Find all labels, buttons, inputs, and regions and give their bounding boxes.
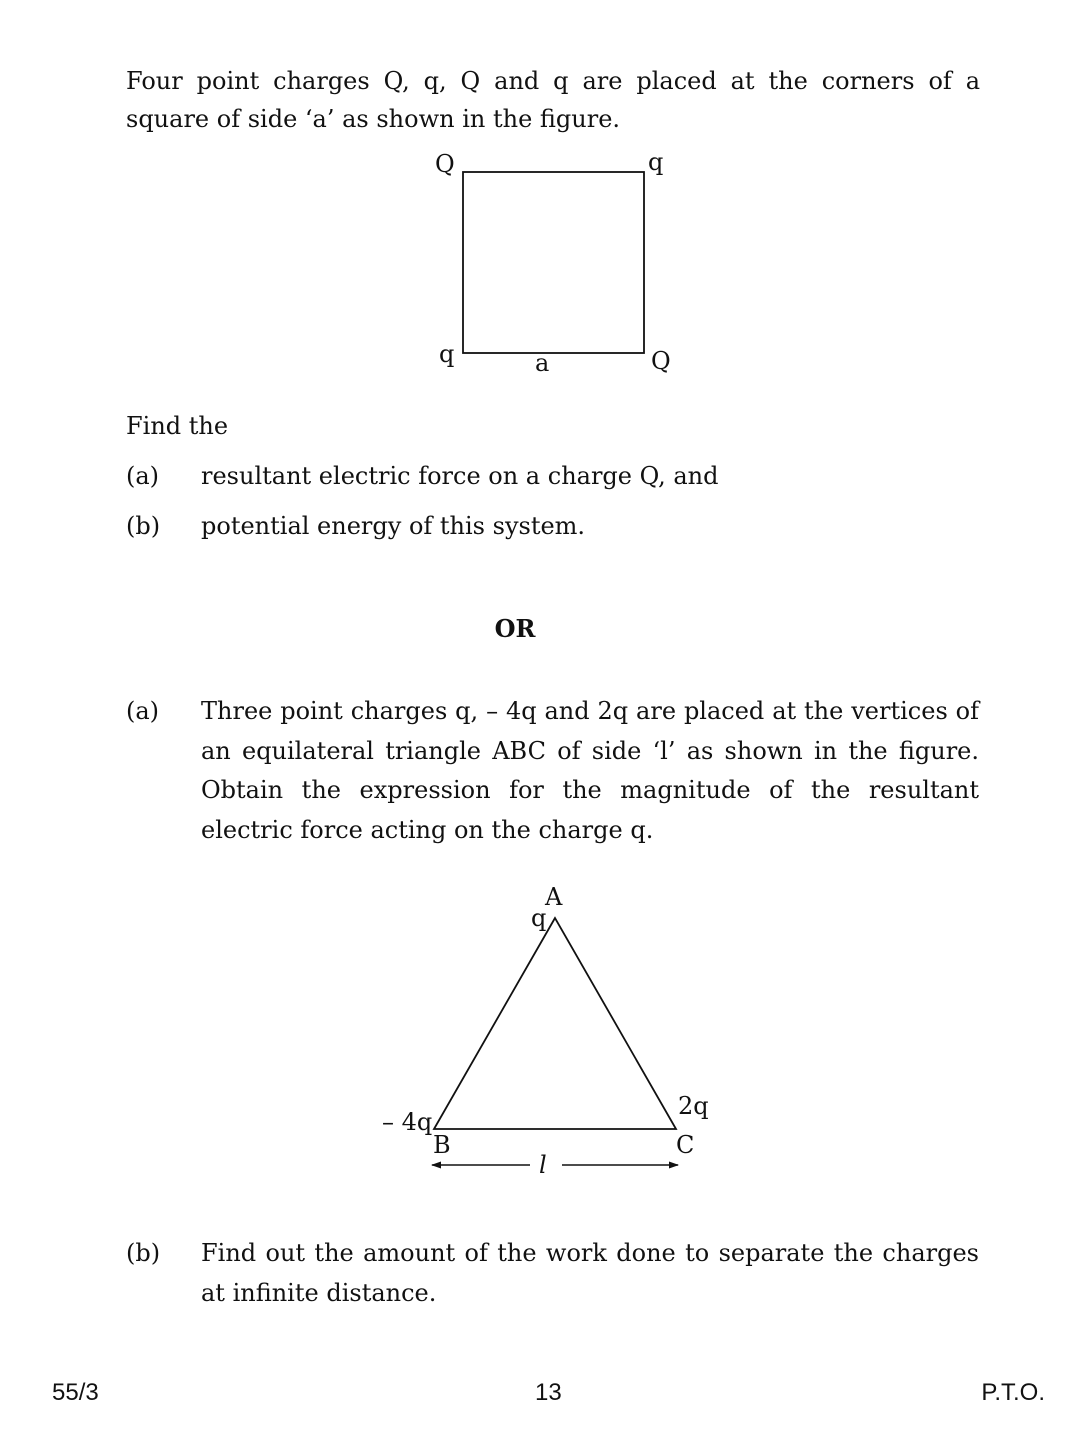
find-the-text: Find the [126, 412, 229, 440]
page-number: 13 [535, 1379, 562, 1406]
q2-part-a-label: (a) [126, 697, 160, 725]
square-label-bottom-right: Q [651, 347, 671, 375]
q2-part-b-label: (b) [126, 1239, 161, 1267]
square-shape [463, 172, 644, 353]
charge-b-label: – 4q [382, 1108, 433, 1136]
vertex-b-label: B [433, 1131, 451, 1159]
pto-text: P.T.O. [981, 1379, 1045, 1406]
q1-item-a-label: (a) [126, 462, 160, 490]
triangle-shape [434, 918, 676, 1129]
q1-item-a-text: resultant electric force on a charge Q, and [201, 462, 719, 490]
vertex-c-label: C [676, 1131, 695, 1159]
charge-c-label: 2q [678, 1092, 709, 1120]
square-side-label: a [535, 349, 550, 377]
charge-a-label: q [531, 904, 547, 932]
q1-item-b-text: potential energy of this system. [201, 512, 586, 540]
side-length-label: l [539, 1151, 547, 1179]
square-label-bottom-left: q [439, 340, 455, 368]
or-divider: OR [494, 614, 536, 643]
triangle-diagram [0, 0, 1, 1]
question-1-intro: Four point charges Q, q, Q and q are placed at the corners of a square of side ‘a’ as shown in the figure. [126, 67, 980, 133]
square-label-top-left: Q [435, 150, 455, 178]
q2-part-b-text: Find out the amount of the work done to separate the charges at infinite distance. [201, 1239, 979, 1307]
q2-part-a-text: Three point charges q, – 4q and 2q are placed at the vertices of an equilateral triangle ABC of side ‘l’ as shown in the figure. Obtain the expression for the magnitude of the resultant electric force acting on the charge q. [201, 697, 979, 844]
q1-item-b-label: (b) [126, 512, 161, 540]
vertex-a-label: A [545, 883, 563, 911]
paper-code: 55/3 [52, 1379, 99, 1406]
square-label-top-right: q [648, 148, 664, 176]
